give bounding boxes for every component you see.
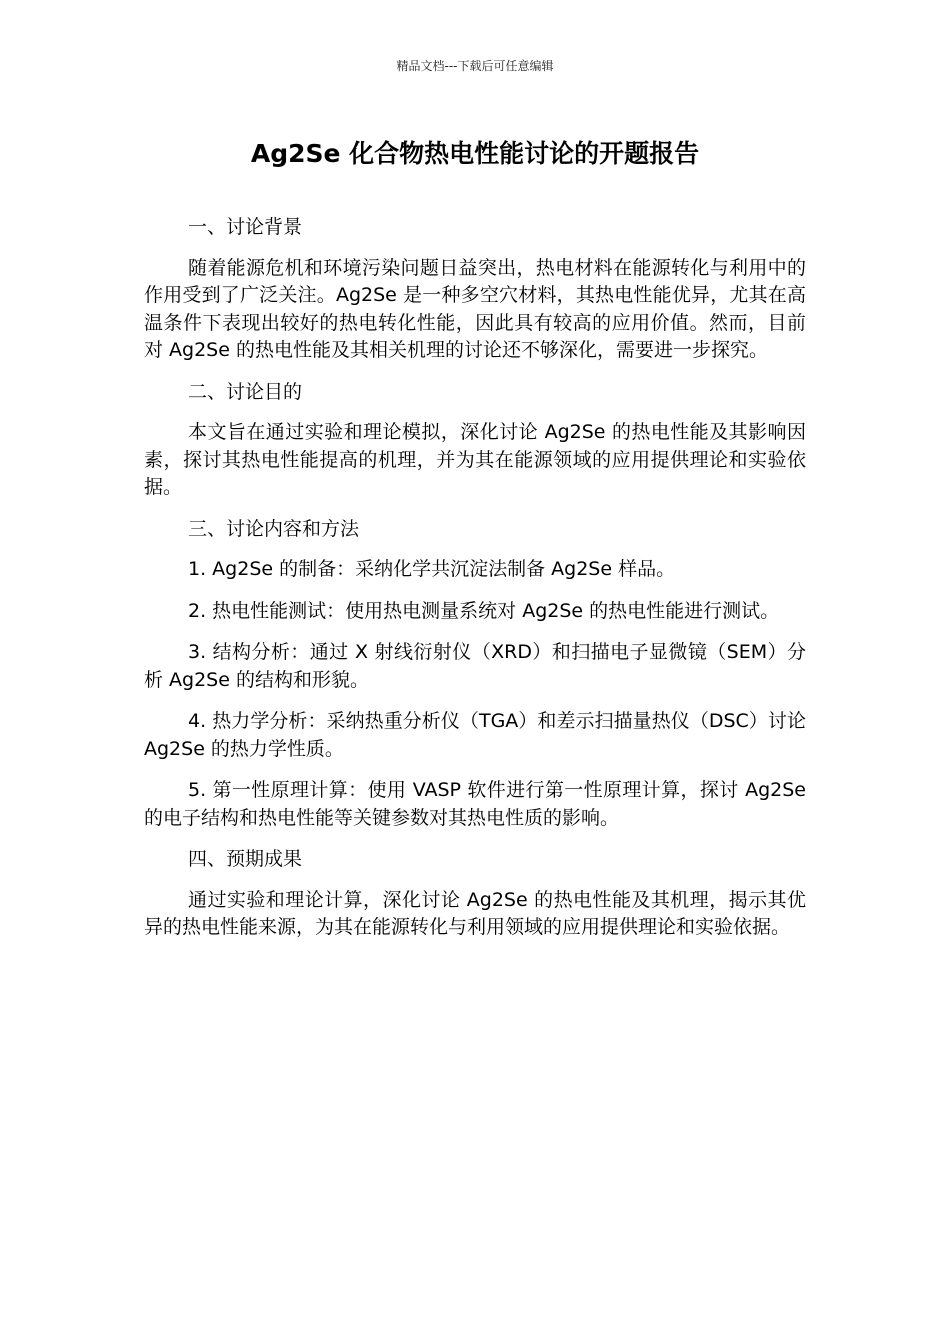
document-title: Ag2Se 化合物热电性能讨论的开题报告 [250,139,700,168]
paragraph: 随着能源危机和环境污染问题日益突出，热电材料在能源转化与利用中的作用受到了广泛关注。Ag2Se 是一种多空穴材料，其热电性能优异，尤其在高温条件下表现出较好的热电转化性能，因此具有较高的应用价值。然而，目前对 Ag2Se 的热电性能及其相关机理的讨论还不够深化，需要进一步探究。 [144,256,806,361]
section-heading: 三、讨论内容和方法 [188,517,360,540]
list-item: 4. 热力学分析：采纳热重分析仪（TGA）和差示扫描量热仪（DSC）讨论 Ag2Se 的热力学性质。 [144,710,806,760]
section-heading: 二、讨论目的 [188,380,303,403]
list-item: 2. 热电性能测试：使用热电测量系统对 Ag2Se 的热电性能进行测试。 [188,599,780,622]
list-item: 5. 第一性原理计算：使用 VASP 软件进行第一性原理计算，探讨 Ag2Se 的电子结构和热电性能等关键参数对其热电性质的影响。 [144,779,806,829]
list-item: 1. Ag2Se 的制备：采纳化学共沉淀法制备 Ag2Se 样品。 [188,558,676,580]
paragraph: 通过实验和理论计算，深化讨论 Ag2Se 的热电性能及其机理，揭示其优异的热电性能来源，为其在能源转化与利用领域的应用提供理论和实验依据。 [144,888,806,938]
document-body [144,214,806,956]
section-heading: 一、讨论背景 [188,216,303,238]
paragraph: 本文旨在通过实验和理论模拟，深化讨论 Ag2Se 的热电性能及其影响因素，探讨其热电性能提高的机理，并为其在能源领域的应用提供理论和实验依据。 [144,421,806,498]
section-heading: 四、预期成果 [188,848,303,870]
page-header: 精品文档---下载后可任意编辑 [396,59,554,73]
list-item: 3. 结构分析：通过 X 射线衍射仪（XRD）和扫描电子显微镜（SEM）分析 Ag2Se 的结构和形貌。 [144,641,806,691]
